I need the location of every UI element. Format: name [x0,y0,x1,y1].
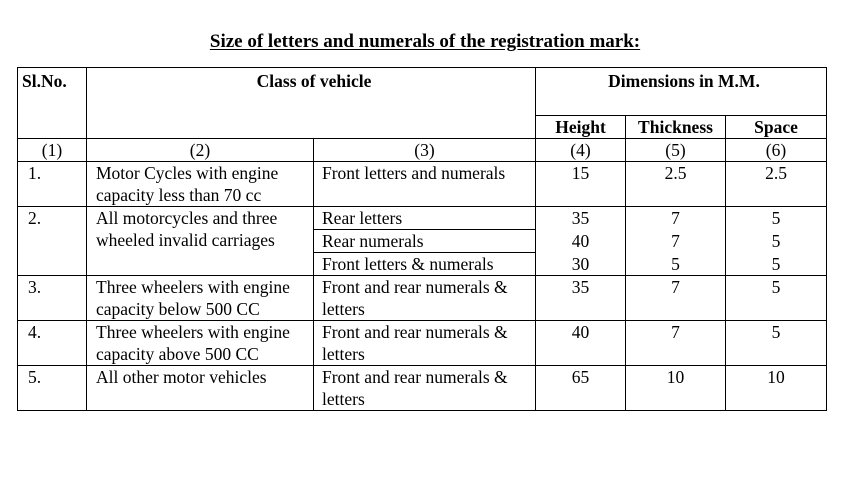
page-title: Size of letters and numerals of the registration mark: [209,31,641,52]
mark-part: Rear letters [314,207,536,230]
header-row-main [18,68,827,116]
mark-part: Front and rear numerals & letters [314,321,536,366]
vehicle-class: All other motor vehicles [87,366,314,411]
serial-number: 2. [18,207,87,276]
space-value: 5 [726,230,827,253]
thickness-value: 5 [626,253,726,276]
vehicle-class: Three wheelers with engine capacity above 500 CC [87,321,314,366]
space-value: 5 [726,276,827,321]
height-value: 40 [536,321,626,366]
serial-number: 1. [18,162,87,207]
header-thickness: Thickness [626,116,726,139]
height-value: 30 [536,253,626,276]
vehicle-class: All motorcycles and three wheeled invalid carriages [87,207,314,276]
thickness-value: 7 [626,207,726,230]
header-dimensions: Dimensions in M.M. [536,68,827,116]
thickness-value: 2.5 [626,162,726,207]
header-space: Space [726,116,827,139]
table-row [18,162,827,207]
column-number: (3) [314,139,536,162]
space-value: 5 [726,207,827,230]
registration-mark-table [17,67,827,411]
vehicle-class: Motor Cycles with engine capacity less than 70 cc [87,162,314,207]
height-value: 35 [536,276,626,321]
header-sl-no: Sl.No. [18,68,87,139]
serial-number: 5. [18,366,87,411]
header-height: Height [536,116,626,139]
thickness-value: 7 [626,230,726,253]
thickness-value: 10 [626,366,726,411]
thickness-value: 7 [626,276,726,321]
space-value: 5 [726,321,827,366]
table-row [18,207,827,230]
mark-part: Rear numerals [314,230,536,253]
column-number-row [18,139,827,162]
column-number: (4) [536,139,626,162]
space-value: 5 [726,253,827,276]
mark-part: Front letters & numerals [314,253,536,276]
thickness-value: 7 [626,321,726,366]
serial-number: 3. [18,276,87,321]
mark-part: Front and rear numerals & letters [314,276,536,321]
height-value: 15 [536,162,626,207]
space-value: 10 [726,366,827,411]
table-row [18,366,827,411]
serial-number: 4. [18,321,87,366]
height-value: 65 [536,366,626,411]
table-row [18,276,827,321]
space-value: 2.5 [726,162,827,207]
column-number: (1) [18,139,87,162]
column-number: (6) [726,139,827,162]
header-class-of-vehicle: Class of vehicle [87,68,536,139]
column-number: (2) [87,139,314,162]
mark-part: Front letters and numerals [314,162,536,207]
column-number: (5) [626,139,726,162]
height-value: 35 [536,207,626,230]
table-row [18,321,827,366]
vehicle-class: Three wheelers with engine capacity below 500 CC [87,276,314,321]
height-value: 40 [536,230,626,253]
mark-part: Front and rear numerals & letters [314,366,536,411]
